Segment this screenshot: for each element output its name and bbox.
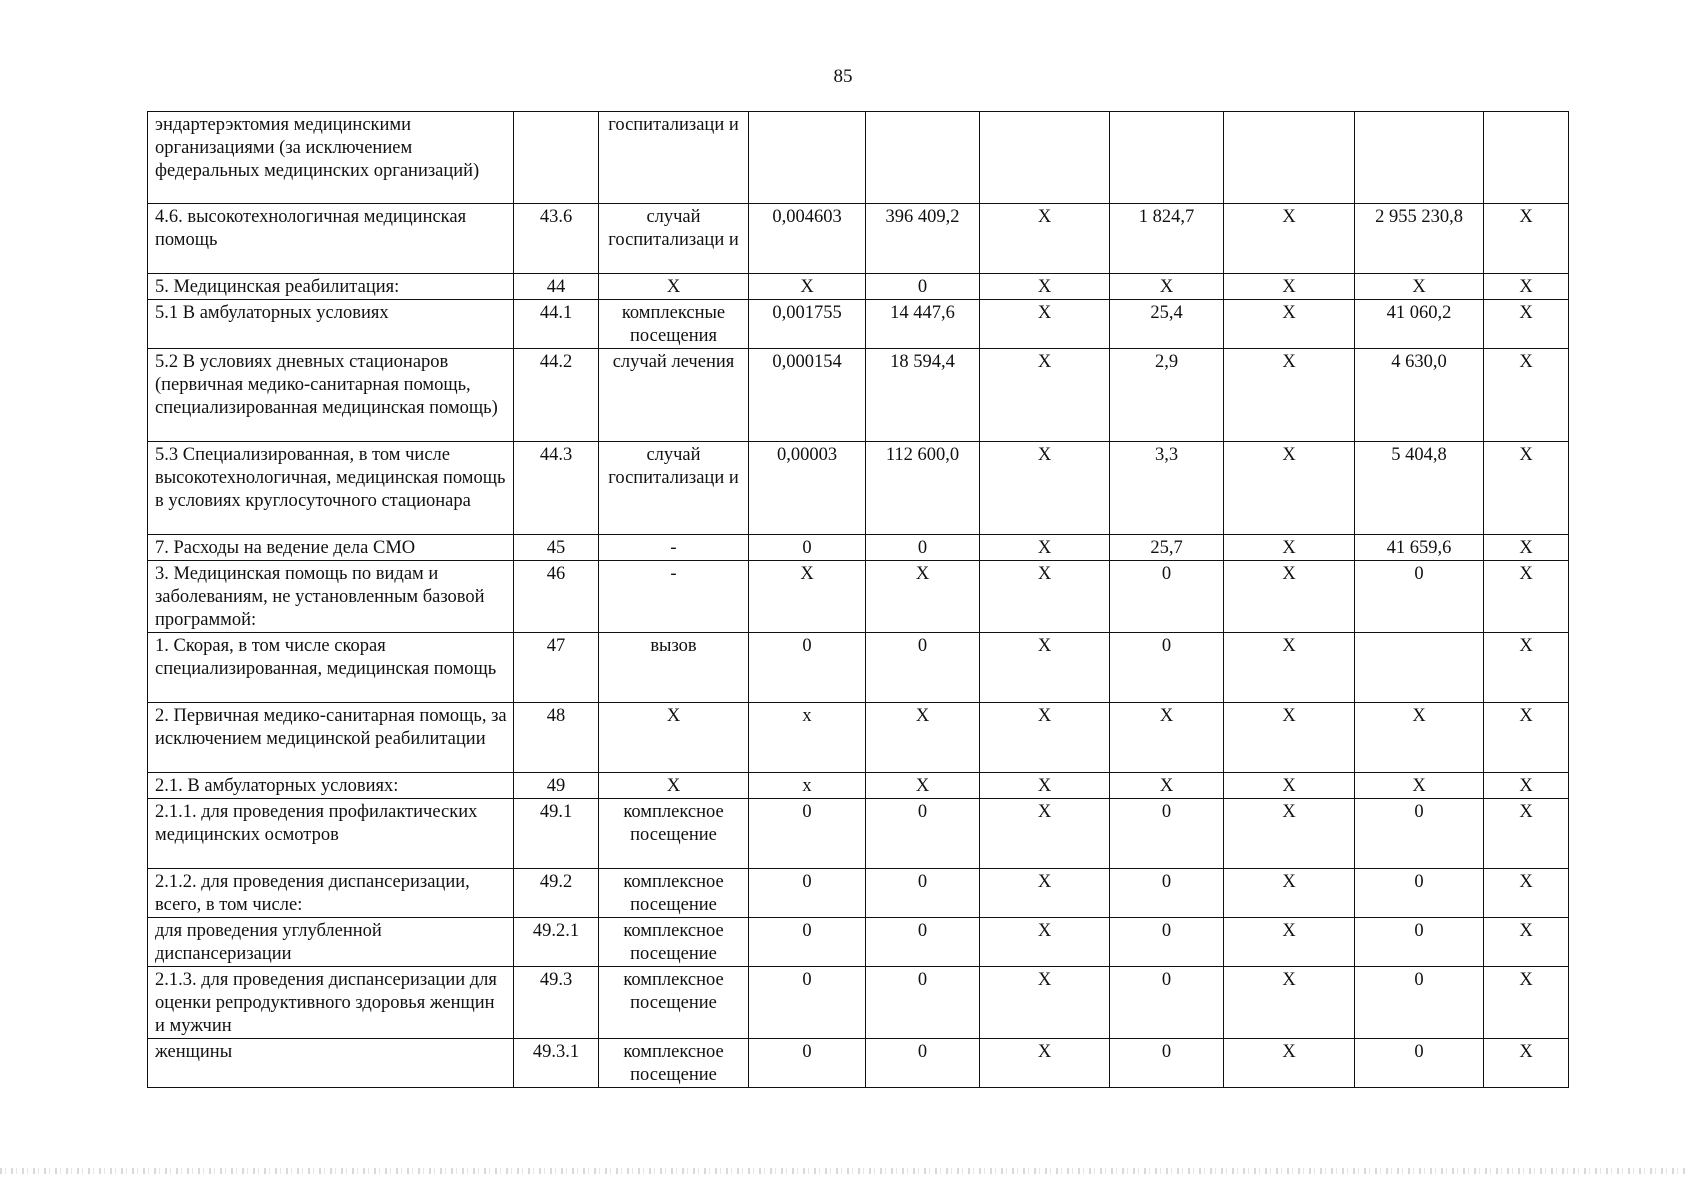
table-cell: случай лечения [599, 349, 749, 442]
row-name-cell: 5.2 В условиях дневных стационаров (первичная медико-санитарная помощь, специализированная медицинская помощь) [148, 349, 514, 442]
table-cell: X [1355, 274, 1484, 300]
table-cell: X [1484, 274, 1569, 300]
table-cell: комплексное посещение [599, 869, 749, 918]
table-cell: X [980, 633, 1110, 703]
table-cell: X [980, 918, 1110, 967]
table-cell: 0 [1110, 633, 1224, 703]
table-cell: комплексное посещение [599, 967, 749, 1039]
scan-edge-noise [0, 1168, 1686, 1174]
table-cell: X [980, 442, 1110, 535]
table-cell: комплексное посещение [599, 1039, 749, 1088]
table-cell: 0 [866, 1039, 980, 1088]
table-row [148, 799, 1569, 869]
table-cell [1224, 112, 1355, 204]
table-cell: 49.2 [514, 869, 599, 918]
table-row [148, 703, 1569, 773]
table-cell: 112 600,0 [866, 442, 980, 535]
table-cell: - [599, 561, 749, 633]
table-cell [866, 112, 980, 204]
table-cell: X [1224, 633, 1355, 703]
table-row [148, 869, 1569, 918]
table-cell: X [1484, 703, 1569, 773]
table-cell: X [1224, 274, 1355, 300]
table-cell: 18 594,4 [866, 349, 980, 442]
table-cell: X [1484, 869, 1569, 918]
table-cell: X [599, 274, 749, 300]
row-name-cell: 1. Скорая, в том числе скорая специализированная, медицинская помощь [148, 633, 514, 703]
table-cell: 44.2 [514, 349, 599, 442]
table-cell: X [1484, 1039, 1569, 1088]
table-cell: X [866, 561, 980, 633]
table-cell [1355, 633, 1484, 703]
table-cell: 0 [1110, 967, 1224, 1039]
table-cell: комплексное посещение [599, 918, 749, 967]
table-row [148, 633, 1569, 703]
table-cell: X [1224, 967, 1355, 1039]
table-cell: X [1484, 773, 1569, 799]
table-cell: - [599, 535, 749, 561]
table-cell: 43.6 [514, 204, 599, 274]
table-cell: 49 [514, 773, 599, 799]
table-cell: X [1110, 773, 1224, 799]
table-cell: 41 060,2 [1355, 300, 1484, 349]
table-cell: X [980, 204, 1110, 274]
table-cell: X [1484, 349, 1569, 442]
row-name-cell: 5. Медицинская реабилитация: [148, 274, 514, 300]
table-cell: 48 [514, 703, 599, 773]
table-cell [980, 112, 1110, 204]
table-row [148, 112, 1569, 204]
row-name-cell: 2.1.1. для проведения профилактических медицинских осмотров [148, 799, 514, 869]
tariff-table [147, 111, 1569, 1088]
table-cell: 46 [514, 561, 599, 633]
row-name-cell: 5.3 Специализированная, в том числе высокотехнологичная, медицинская помощь в условиях круглосуточного стационара [148, 442, 514, 535]
table-row [148, 274, 1569, 300]
table-cell: случай госпитализаци и [599, 442, 749, 535]
table-cell: 0 [749, 799, 866, 869]
table-cell: X [1224, 349, 1355, 442]
table-cell: 49.1 [514, 799, 599, 869]
table-cell: 0 [749, 535, 866, 561]
table-cell: X [1484, 799, 1569, 869]
table-cell: 0 [1355, 561, 1484, 633]
table-cell: X [1224, 703, 1355, 773]
table-cell: 0 [866, 633, 980, 703]
table-cell: 0 [1355, 799, 1484, 869]
table-cell: X [1224, 561, 1355, 633]
table-cell: X [1484, 633, 1569, 703]
row-name-cell: 3. Медицинская помощь по видам и заболеваниям, не установленным базовой программой: [148, 561, 514, 633]
table-cell: вызов [599, 633, 749, 703]
table-cell: X [1224, 1039, 1355, 1088]
table-cell: x [749, 703, 866, 773]
table-row [148, 561, 1569, 633]
table-cell: 0 [1110, 918, 1224, 967]
table-cell: 2 955 230,8 [1355, 204, 1484, 274]
table-cell: 44.1 [514, 300, 599, 349]
table-cell: X [749, 561, 866, 633]
table-cell: 44 [514, 274, 599, 300]
table-cell: 0 [866, 274, 980, 300]
table-cell: 0 [749, 1039, 866, 1088]
table-cell: X [1484, 300, 1569, 349]
table-cell: X [980, 274, 1110, 300]
table-cell: комплексные посещения [599, 300, 749, 349]
table-cell: 0,000154 [749, 349, 866, 442]
table-cell: 0 [1110, 869, 1224, 918]
table-cell: x [749, 773, 866, 799]
table-cell: 0 [749, 633, 866, 703]
table-cell [749, 112, 866, 204]
table-cell: X [980, 1039, 1110, 1088]
table-cell: случай госпитализаци и [599, 204, 749, 274]
table-cell [1355, 112, 1484, 204]
row-name-cell: 2.1.2. для проведения диспансеризации, всего, в том числе: [148, 869, 514, 918]
page-number: 85 [833, 66, 853, 87]
table-cell: X [1224, 204, 1355, 274]
table-cell: X [980, 535, 1110, 561]
table-cell: 25,7 [1110, 535, 1224, 561]
row-name-cell: 2.1. В амбулаторных условиях: [148, 773, 514, 799]
table-cell: X [980, 773, 1110, 799]
table-cell: 49.3 [514, 967, 599, 1039]
table-cell: комплексное посещение [599, 799, 749, 869]
row-name-cell: эндартерэктомия медицинскими организациями (за исключением федеральных медицинских организаций) [148, 112, 514, 204]
row-name-cell: 2. Первичная медико-санитарная помощь, за исключением медицинской реабилитации [148, 703, 514, 773]
table-cell: X [980, 869, 1110, 918]
table-cell: 0 [749, 918, 866, 967]
table-cell: 41 659,6 [1355, 535, 1484, 561]
table-cell: X [980, 300, 1110, 349]
table-cell: X [749, 274, 866, 300]
table-cell: 0 [1355, 869, 1484, 918]
table-row [148, 300, 1569, 349]
table-cell: X [980, 349, 1110, 442]
table-cell [1110, 112, 1224, 204]
table-cell: 0 [749, 967, 866, 1039]
table-cell: 0,00003 [749, 442, 866, 535]
row-name-cell: 2.1.3. для проведения диспансеризации для оценки репродуктивного здоровья женщин и мужчин [148, 967, 514, 1039]
table-cell: 0 [866, 967, 980, 1039]
table-cell: X [1224, 535, 1355, 561]
table-cell: X [1355, 773, 1484, 799]
table-cell: 44.3 [514, 442, 599, 535]
table-cell: X [1224, 918, 1355, 967]
table-cell: 0 [866, 799, 980, 869]
table-cell: X [1484, 561, 1569, 633]
row-name-cell: для проведения углубленной диспансеризации [148, 918, 514, 967]
table-cell: 0 [1110, 799, 1224, 869]
table-cell [1484, 112, 1569, 204]
table-cell: X [980, 967, 1110, 1039]
table-cell: X [1484, 204, 1569, 274]
table-cell: X [1484, 442, 1569, 535]
table-row [148, 967, 1569, 1039]
table-cell: X [1224, 773, 1355, 799]
table-cell: 45 [514, 535, 599, 561]
table-cell: 0 [1110, 1039, 1224, 1088]
table-cell: 4 630,0 [1355, 349, 1484, 442]
table-cell: 0 [866, 918, 980, 967]
table-cell: X [1484, 918, 1569, 967]
table-cell: 3,3 [1110, 442, 1224, 535]
table-row [148, 204, 1569, 274]
table-cell: 47 [514, 633, 599, 703]
table-row [148, 773, 1569, 799]
table-cell: 2,9 [1110, 349, 1224, 442]
table-cell: 25,4 [1110, 300, 1224, 349]
table-cell: 0 [1355, 918, 1484, 967]
row-name-cell: 7. Расходы на ведение дела СМО [148, 535, 514, 561]
table-cell: X [599, 773, 749, 799]
table-cell: 0,001755 [749, 300, 866, 349]
table-cell: X [1355, 703, 1484, 773]
table-cell: 49.2.1 [514, 918, 599, 967]
row-name-cell: женщины [148, 1039, 514, 1088]
table-cell: 1 824,7 [1110, 204, 1224, 274]
table-cell: X [1224, 869, 1355, 918]
table-cell: 5 404,8 [1355, 442, 1484, 535]
table-cell: X [980, 703, 1110, 773]
table-cell: X [866, 703, 980, 773]
table-cell [514, 112, 599, 204]
table-cell: X [1224, 799, 1355, 869]
table-cell: 0 [1110, 561, 1224, 633]
table-row [148, 349, 1569, 442]
table-cell: 49.3.1 [514, 1039, 599, 1088]
table-cell: X [1224, 442, 1355, 535]
row-name-cell: 5.1 В амбулаторных условиях [148, 300, 514, 349]
table-cell: 0 [866, 535, 980, 561]
table-cell: 0 [1355, 967, 1484, 1039]
table-cell: X [980, 799, 1110, 869]
table-cell: 14 447,6 [866, 300, 980, 349]
table-cell: X [599, 703, 749, 773]
table-cell: 0 [1355, 1039, 1484, 1088]
table-cell: X [1224, 300, 1355, 349]
table-row [148, 1039, 1569, 1088]
table-cell: 396 409,2 [866, 204, 980, 274]
table-cell: 0,004603 [749, 204, 866, 274]
row-name-cell: 4.6. высокотехнологичная медицинская помощь [148, 204, 514, 274]
table-cell: 0 [866, 869, 980, 918]
table-cell: X [1484, 967, 1569, 1039]
table-cell: госпитализаци и [599, 112, 749, 204]
table-cell: X [1110, 274, 1224, 300]
table-cell: X [1484, 535, 1569, 561]
table-cell: X [1110, 703, 1224, 773]
table-cell: 0 [749, 869, 866, 918]
table-cell: X [866, 773, 980, 799]
table-cell: X [980, 561, 1110, 633]
table-row [148, 442, 1569, 535]
table-row [148, 535, 1569, 561]
table-row [148, 918, 1569, 967]
